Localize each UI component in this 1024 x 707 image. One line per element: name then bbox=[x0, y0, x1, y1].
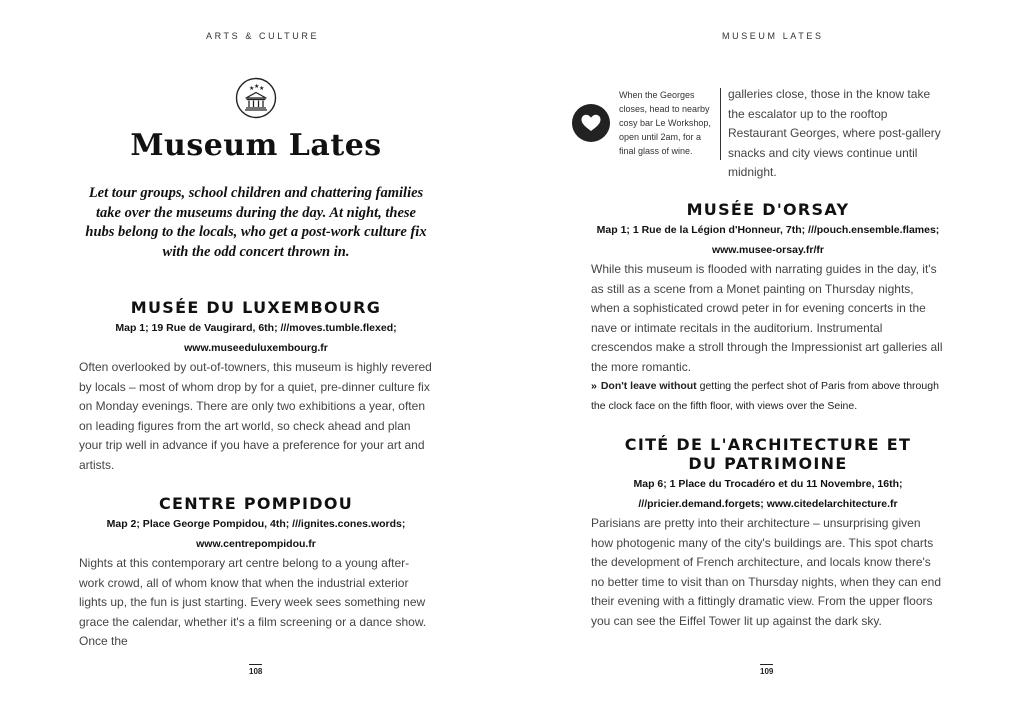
page-title: Museum Lates bbox=[130, 128, 382, 163]
svg-text:★: ★ bbox=[249, 85, 255, 92]
section-body: Nights at this contemporary art centre belong to a young after-work crowd, all of whom know that when the industrial exterior lights up, the fun is just starting. Every week sees something new grace the calendar, whether it's a film screening or a dance show. Once the bbox=[79, 556, 427, 648]
svg-text:★: ★ bbox=[254, 83, 260, 90]
section-centre-pompidou bbox=[79, 494, 433, 652]
running-head-right: MUSEUM LATES bbox=[722, 31, 824, 41]
section-title-line1: CITÉ DE L'ARCHITECTURE ET bbox=[624, 435, 912, 454]
page-number-right: 109 bbox=[760, 664, 773, 676]
tip-lead: Don't leave without bbox=[600, 380, 697, 392]
continued-paragraph: galleries close, those in the know take the escalator up to the rooftop Restaurant Georges, where post-gallery snacks and city views continue until midnight. bbox=[728, 87, 941, 179]
museum-stars-icon bbox=[235, 77, 277, 119]
double-chevron-icon: » bbox=[591, 380, 597, 392]
section-website: ///pricier.demand.forgets; www.citedelarchitecture.fr bbox=[638, 497, 898, 510]
section-body: Often overlooked by out-of-towners, this museum is highly revered by locals – most of whom drop by for a quiet, pre-dinner culture fix on Monday evenings. There are only two exhibitions a year, often on leading figures from the art world, so check ahead and plan your trip well in advance if you have a preference for your art and artists. bbox=[79, 360, 432, 472]
sidebar-tip bbox=[572, 88, 722, 160]
tip-text: getting the perfect shot of Paris from above through the clock face on the fifth floor, with views over the Seine. bbox=[591, 380, 939, 412]
section-body: While this museum is flooded with narrating guides in the day, it's as still as a scene from a Monet painting on Thursday nights, when a sophisticated crowd peter in for evening concerts in the nave or intimate recitals in the auditorium. Instrumental crescendos make a stroll through the Impressionist art galleries all the more romantic. bbox=[591, 262, 943, 374]
svg-text:★: ★ bbox=[259, 85, 265, 92]
section-title-line2: DU PATRIMOINE bbox=[688, 454, 848, 473]
section-website: www.musee-orsay.fr/fr bbox=[711, 243, 825, 256]
section-title: CENTRE POMPIDOU bbox=[158, 494, 354, 513]
section-body: Parisians are pretty into their architecture – unsurprising given how photogenic many of the city's buildings are. This spot charts the development of French architecture, and locals know there's no better time to visit than on Thursday nights, when they can end their evening with a fittingly dramatic view. From the upper floors you can see the Eiffel Tower lit up against the dark sky. bbox=[591, 516, 941, 628]
heart-icon bbox=[572, 104, 610, 142]
dont-leave-tip bbox=[591, 377, 945, 416]
section-address: Map 1; 19 Rue de Vaugirard, 6th; ///moves.tumble.flexed; bbox=[115, 322, 397, 334]
section-musee-du-luxembourg bbox=[79, 298, 433, 475]
section-website: www.centrepompidou.fr bbox=[196, 537, 316, 550]
sidebar-note: When the Georges closes, head to nearby cosy bar Le Workshop, open until 2am, for a final glass of wine. bbox=[619, 90, 711, 156]
section-address: Map 6; 1 Place du Trocadéro et du 11 Novembre, 16th; bbox=[633, 478, 903, 490]
section-address: Map 1; 1 Rue de la Légion d'Honneur, 7th; ///pouch.ensemble.flames; bbox=[596, 224, 940, 236]
section-title: MUSÉE D'ORSAY bbox=[686, 200, 850, 219]
intro-paragraph: Let tour groups, school children and chattering families take over the museums during the day. At night, these hubs belong to the locals, who get a post-work culture fix with the odd concert thrown in. bbox=[85, 185, 427, 260]
section-address: Map 2; Place George Pompidou, 4th; ///ignites.cones.words; bbox=[106, 518, 406, 530]
page-number-left: 108 bbox=[249, 664, 262, 676]
sidebar-divider bbox=[720, 88, 721, 160]
section-cite-architecture bbox=[591, 435, 945, 631]
section-title: MUSÉE DU LUXEMBOURG bbox=[130, 298, 382, 317]
running-head-left: ARTS & CULTURE bbox=[206, 31, 320, 41]
section-website: www.museeduluxembourg.fr bbox=[184, 341, 328, 354]
section-musee-d-orsay bbox=[591, 200, 945, 416]
